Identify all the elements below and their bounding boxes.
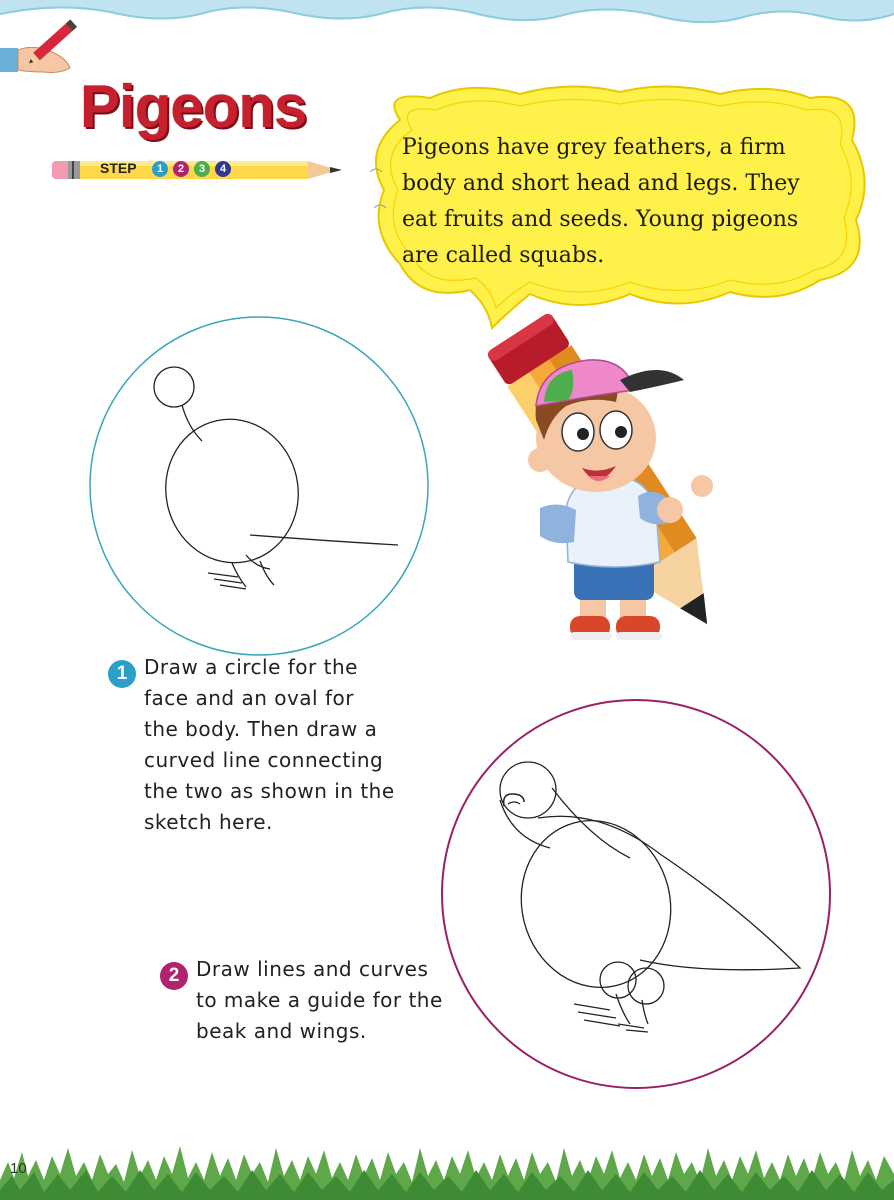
instruction-1-number: 1 — [108, 660, 136, 688]
instruction-line: Draw a circle for the — [144, 655, 358, 679]
instruction-line: beak and wings. — [196, 1019, 367, 1043]
step-indicator-1: 1 — [152, 161, 168, 177]
grass-border — [0, 1140, 894, 1200]
instruction-line: the two as shown in the — [144, 779, 395, 803]
step-indicator-3: 3 — [194, 161, 210, 177]
page-title: Pigeons — [80, 73, 307, 140]
bubble-line: body and short head and legs. They — [402, 171, 800, 196]
sky-border — [0, 0, 894, 40]
bubble-text — [402, 130, 842, 274]
step-label: STEP — [100, 160, 137, 176]
instruction-line: sketch here. — [144, 810, 273, 834]
instruction-line: to make a guide for the — [196, 988, 443, 1012]
boy-with-pencil-illustration — [470, 310, 780, 670]
step-1-sketch — [88, 315, 430, 657]
bubble-line: are called squabs. — [402, 243, 605, 268]
bubble-line: eat fruits and seeds. Young pigeons — [402, 207, 799, 232]
instruction-line: curved line connecting — [144, 748, 384, 772]
instruction-line: face and an oval for — [144, 686, 354, 710]
instruction-2-text — [196, 954, 456, 1047]
step-2-sketch — [440, 698, 832, 1090]
instruction-2-number: 2 — [160, 962, 188, 990]
instruction-line: Draw lines and curves — [196, 957, 429, 981]
page-number: 10 — [10, 1160, 27, 1177]
instruction-1-text — [144, 652, 444, 838]
step-indicator-4: 4 — [215, 161, 231, 177]
bubble-line: Pigeons have grey feathers, a firm — [402, 135, 786, 160]
instruction-line: the body. Then draw a — [144, 717, 378, 741]
step-indicator-2: 2 — [173, 161, 189, 177]
